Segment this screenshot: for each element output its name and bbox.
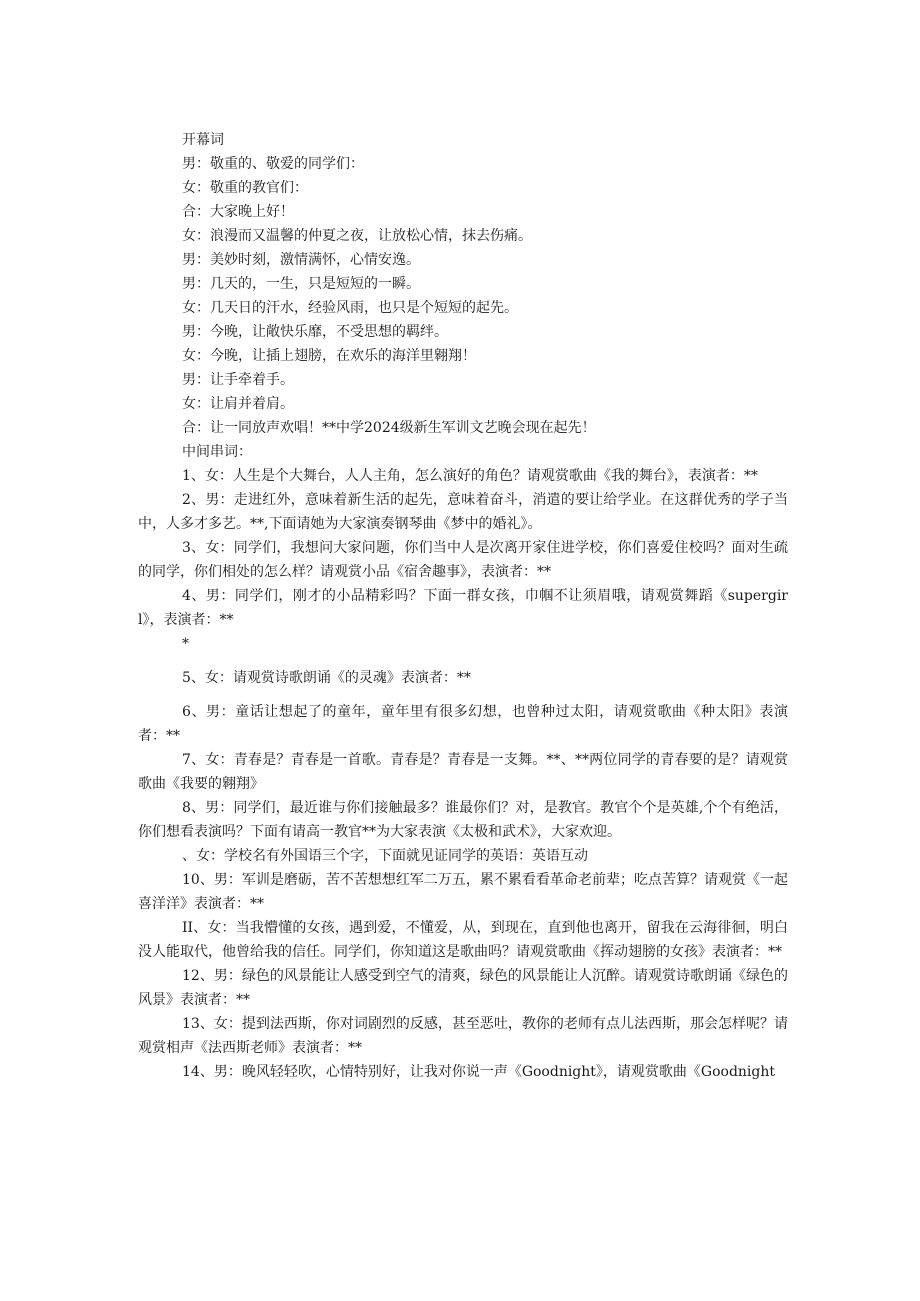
paragraph-8: 8、男：同学们，最近谁与你们接触最多？谁最你们？对，是教官。教官个个是英雄,个个有绝活，你们想看表演吗？下面有请高一教官**为大家表演《太极和武术》，大家欢迎。: [138, 800, 788, 840]
text-line: 女：敬重的教官们：: [182, 180, 308, 196]
text-line: 男：今晚，让敞快乐靡，不受思想的羁绊。: [182, 324, 448, 340]
paragraph-6: 6、男：童话让想起了的童年，童年里有很多幻想，也曾种过太阳，请观赏歌曲《种太阳》表演者：**: [138, 704, 788, 744]
paragraph-13: 13、女：提到法西斯，你对词剧烈的反感，甚至恶吐，教你的老师有点儿法西斯，那会怎样呢？请观赏相声《法西斯老师》表演者：**: [138, 1016, 788, 1056]
paragraph-3: 3、女：同学们，我想问大家问题，你们当中人是次离开家住进学校，你们喜爱住校吗？面对生疏的同学，你们相处的怎么样？请观赏小品《宿舍趣事》，表演者：**: [138, 540, 788, 580]
paragraph-2: 2、男：走进红外，意味着新生活的起先，意味着奋斗，消遣的要让给学业。在这群优秀的学子当中，人多才多艺。**,下面请她为大家演奏钢琴曲《梦中的婚礼》。: [138, 492, 788, 532]
paragraph-14: 14、男：晚风轻轻吹，心情特别好，让我对你说一声《Goodnight》，请观赏歌曲《Goodnight: [182, 1064, 776, 1080]
text-line: 女：让肩并着肩。: [182, 396, 294, 412]
text-line: 女：今晚，让插上翅膀，在欢乐的海洋里翱翔！: [182, 348, 476, 364]
text-line: 女：几天日的汗水，经验风雨，也只是个短短的起先。: [182, 300, 518, 316]
text-line: 男：几天的，一生，只是短短的一瞬。: [182, 276, 420, 292]
paragraph-7: 7、女：青春是？青春是一首歌。青春是？青春是一支舞。**、**两位同学的青春要的是？请观赏歌曲《我要的翱翔》: [138, 752, 788, 792]
paragraph-1: 1、女：人生是个大舞台，人人主角，怎么演好的角色？请观赏歌曲《我的舞台》，表演者：**: [182, 468, 758, 484]
asterisk-line: *: [182, 636, 189, 652]
text-line: 男：敬重的、敬爱的同学们：: [182, 156, 364, 172]
text-line: 开幕词: [182, 132, 224, 148]
paragraph-10: 10、男：军训是磨砺，苦不苦想想红军二万五，累不累看看革命老前辈；吃点苦算？请观赏《一起喜洋洋》表演者：**: [138, 872, 788, 912]
paragraph-11: II、女：当我懵懂的女孩，遇到爱，不懂爱，从，到现在，直到他也离开，留我在云海徘徊，明白没人能取代，他曾给我的信任。同学们，你知道这是歌曲吗？请观赏歌曲《挥动翅膀的女孩》表演者：**: [138, 920, 788, 960]
text-line: 合：让一同放声欢唱！**中学2024级新生军训文艺晚会现在起先！: [182, 420, 596, 436]
text-line: 男：让手牵着手。: [182, 372, 294, 388]
paragraph-9: 、女：学校名有外国语三个字，下面就见证同学的英语：英语互动: [182, 848, 588, 864]
paragraph-12: 12、男：绿色的风景能让人感受到空气的清爽，绿色的风景能让人沉醉。请观赏诗歌朗诵《绿色的风景》表演者：**: [138, 968, 788, 1008]
document-body: [138, 128, 788, 1084]
text-line: 中间串词：: [182, 444, 252, 460]
text-line: 女：浪漫而又温馨的仲夏之夜，让放松心情，抹去伤痛。: [182, 228, 532, 244]
paragraph-5: 5、女：请观赏诗歌朗诵《的灵魂》表演者：**: [182, 670, 471, 686]
text-line: 合：大家晚上好！: [182, 204, 294, 220]
paragraph-4: 4、男：同学们，刚才的小品精彩吗？下面一群女孩，巾帼不让须眉哦，请观赏舞蹈《supergirl》，表演者：**: [138, 588, 788, 628]
text-line: 男：美妙时刻，激情满怀，心情安逸。: [182, 252, 420, 268]
